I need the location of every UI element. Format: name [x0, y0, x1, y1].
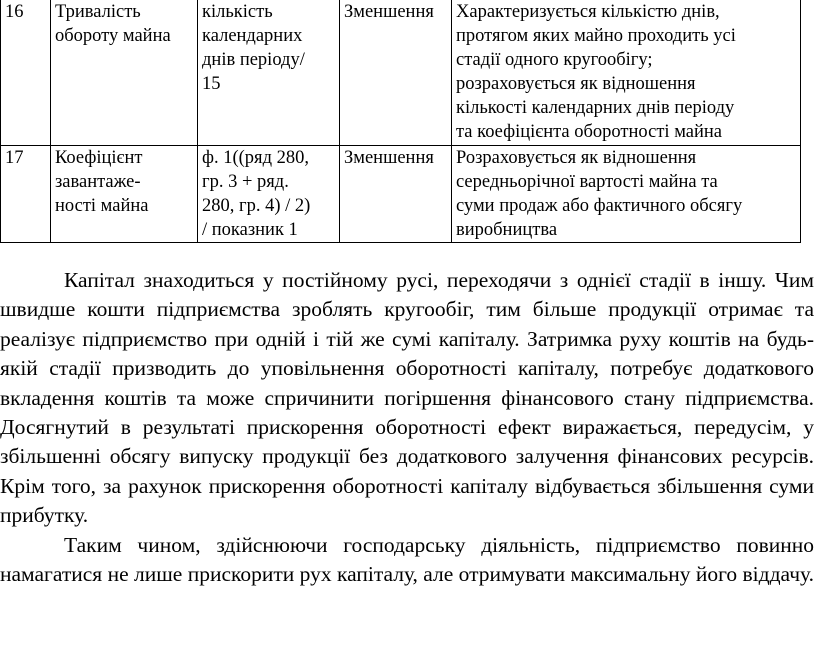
- description-cell: Розраховується як відношення середньорічної вартості майна та суми продаж або фактичного обсягу виробництва: [452, 146, 801, 243]
- paragraph: Капітал знаходиться у постійному русі, переходячи з однієї стадії в іншу. Чим швидше кошти підприємства зроблять кругообіг, тим більше продукції отримає та реалізує підприємство при одній і тій же сумі капіталу. Затримка руху коштів на будь-якій стадії призводить до уповільнення оборотності капіталу, потребує додаткового вкладення коштів та може спричинити погіршення фінансового стану підприємства. Досягнутий в результаті прискорення оборотності ефект виражається, передусім, у збільшенні обсягу випуску продукції без додаткового залучення фінансових ресурсів. Крім того, за рахунок прискорення оборотності капіталу відбувається збільшення суми прибутку.: [0, 268, 814, 528]
- trend-cell: Зменшення: [340, 0, 452, 146]
- body-text: [0, 266, 814, 589]
- indicator-name-cell: Тривалість обороту майна: [51, 0, 198, 146]
- formula-cell: кількість календарних днів періоду/ 15: [198, 0, 340, 146]
- row-number-cell: 16: [1, 0, 51, 146]
- indicators-table: [0, 0, 801, 243]
- row-number-cell: 17: [1, 146, 51, 243]
- table-row: [1, 0, 801, 146]
- formula-cell: ф. 1((ряд 280, гр. 3 + ряд. 280, гр. 4) / 2) / показник 1: [198, 146, 340, 243]
- table-row: [1, 146, 801, 243]
- indicator-name-cell: Коефіцієнт завантаже- ності майна: [51, 146, 198, 243]
- paragraph: Таким чином, здійснюючи господарську діяльність, підприємство повинно намагатися не лише прискорити рух капіталу, але отримувати максимальну його віддачу.: [0, 532, 814, 587]
- trend-cell: Зменшення: [340, 146, 452, 243]
- description-cell: Характеризується кількістю днів, протягом яких майно проходить усі стадії одного кругообігу; розраховується як відношення кількості календарних днів періоду та коефіцієнта оборотності майна: [452, 0, 801, 146]
